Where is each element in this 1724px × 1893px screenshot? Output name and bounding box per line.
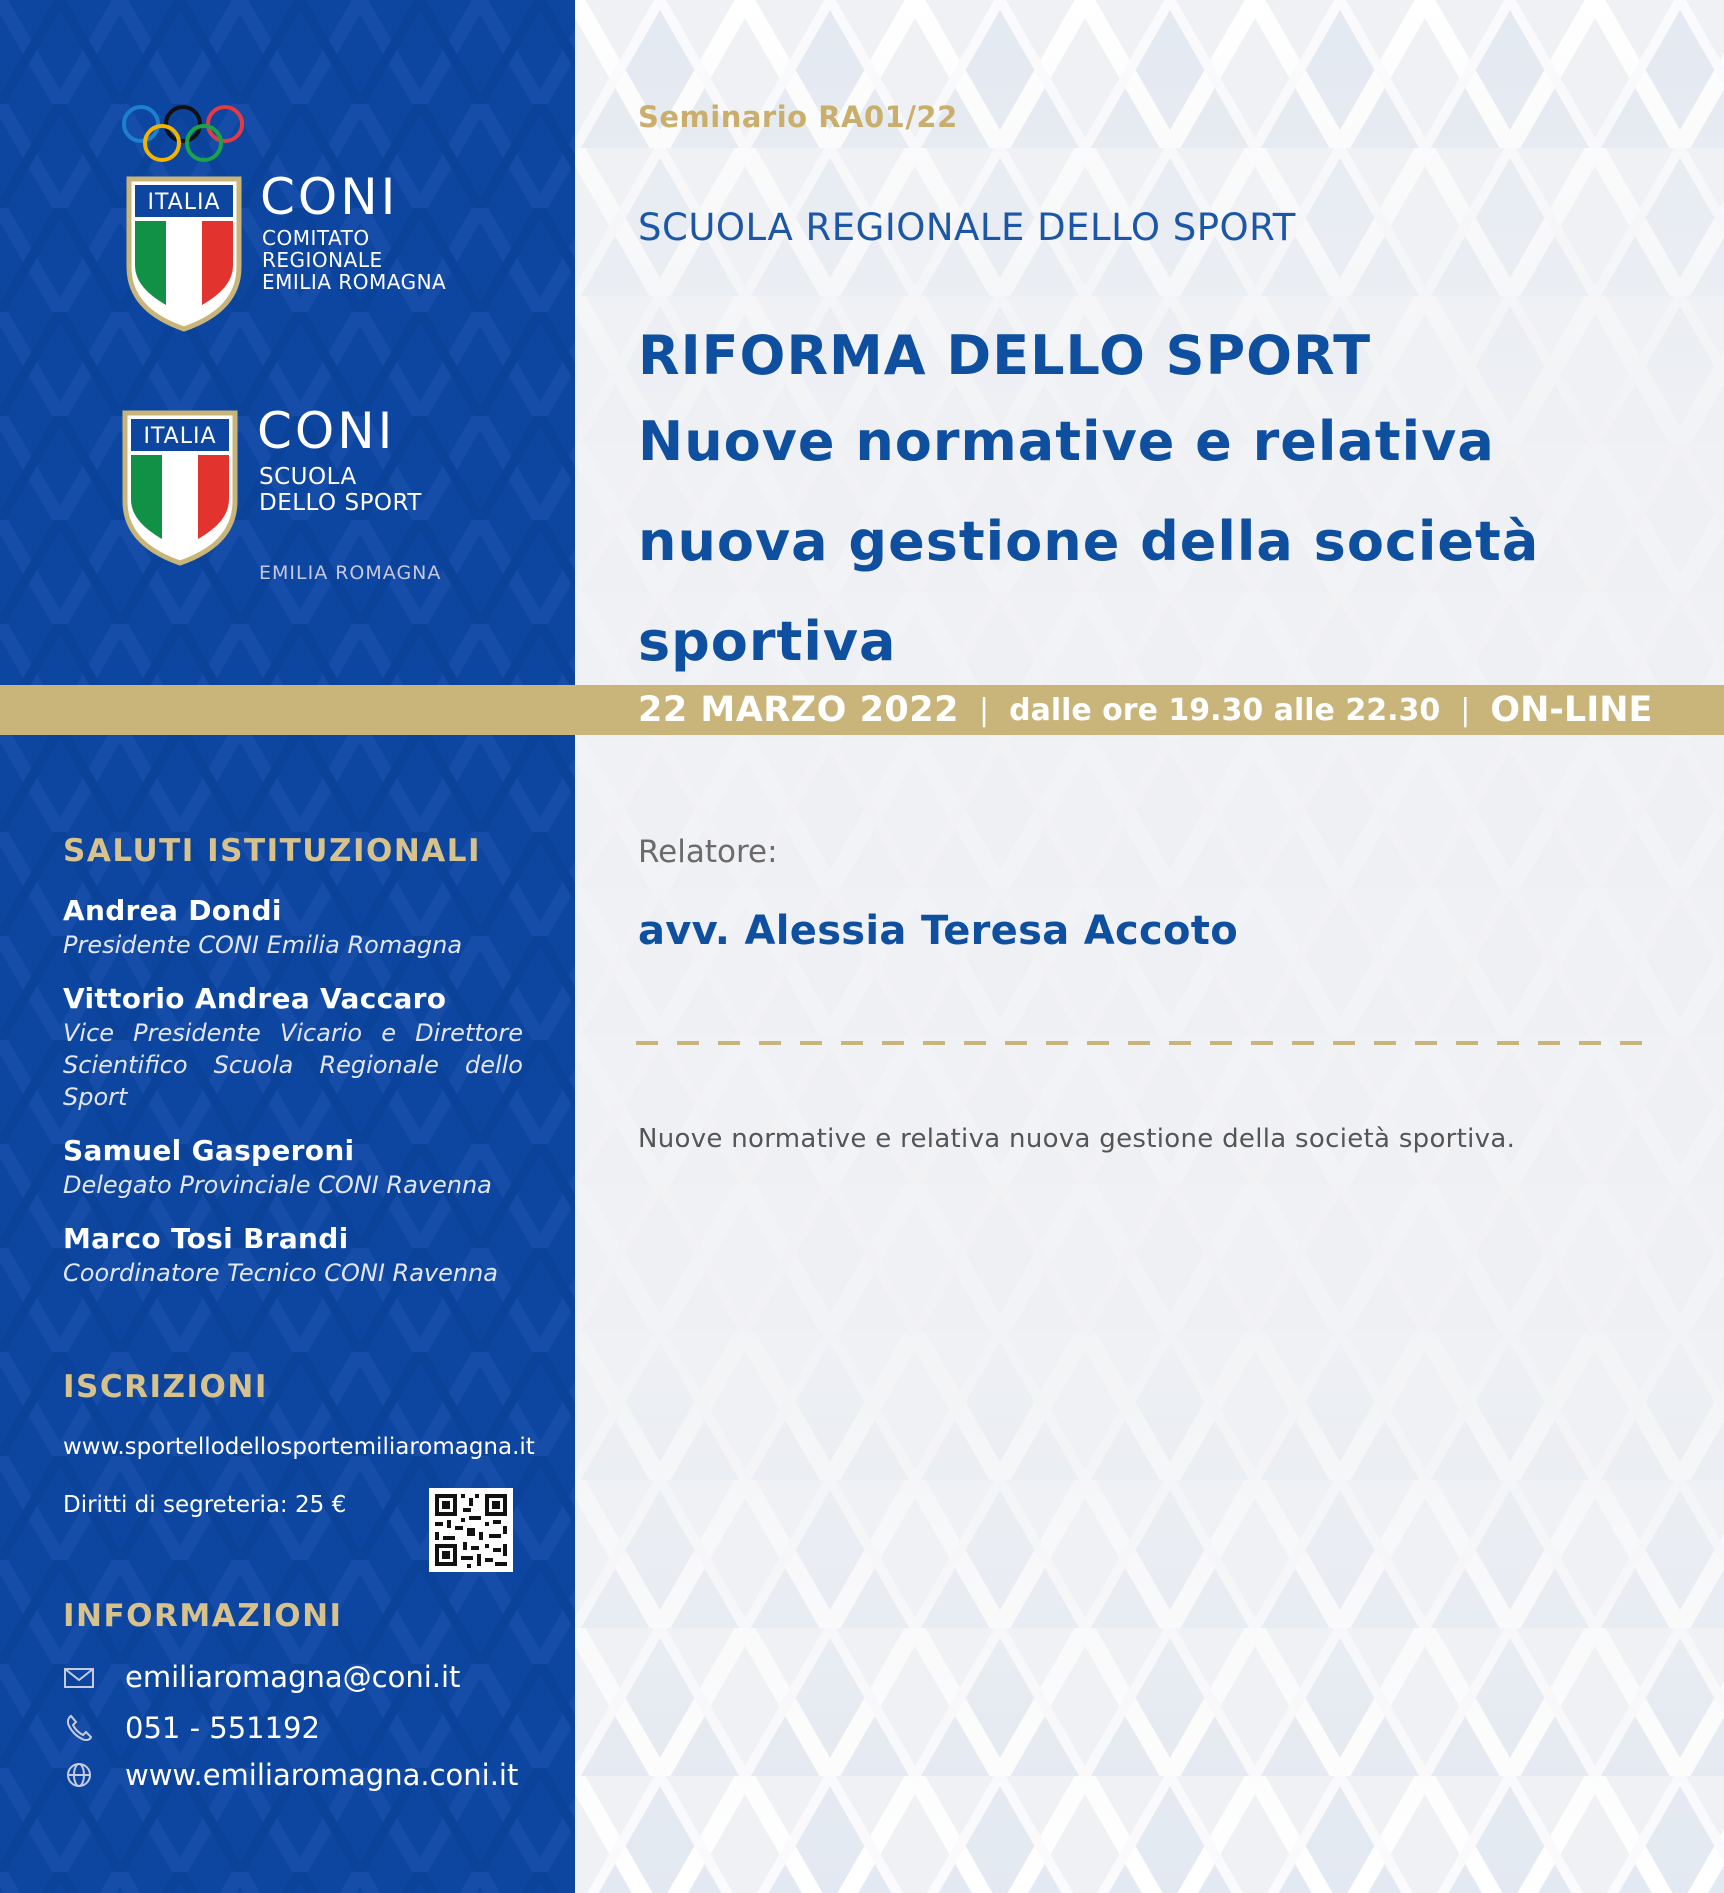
school-title: SCUOLA REGIONALE DELLO SPORT (638, 206, 1296, 249)
person-name: Samuel Gasperoni (63, 1134, 355, 1167)
title-line-2: Nuove normative e relativa nuova gestione della società sportiva (638, 410, 1540, 673)
contact-website[interactable] (63, 1758, 518, 1792)
speaker-label: Relatore: (638, 834, 778, 870)
coni-sub-line: EMILIA ROMAGNA (262, 270, 447, 294)
coni-sub-line: REGIONALE (262, 248, 383, 272)
left-panel (0, 0, 575, 1893)
svg-text:ITALIA: ITALIA (147, 190, 221, 215)
list-item (63, 893, 523, 961)
list-item (63, 981, 523, 1113)
coni-logo-text: CONI (257, 402, 396, 460)
list-item (63, 1133, 523, 1201)
registration-link[interactable]: www.sportellodellosportemiliaromagna.it (63, 1434, 535, 1460)
email-text[interactable]: emiliaromagna@coni.it (125, 1660, 461, 1694)
event-details (638, 685, 1718, 735)
qr-code-icon[interactable] (429, 1488, 513, 1572)
italia-shield-icon (121, 409, 239, 567)
registration-fee: Diritti di segreteria: 25 € (63, 1492, 347, 1518)
seminar-code: Seminario RA01/22 (638, 100, 958, 134)
list-item (63, 1221, 523, 1289)
person-role: Coordinatore Tecnico CONI Ravenna (63, 1259, 498, 1287)
contact-phone[interactable] (63, 1711, 320, 1745)
page-title (638, 320, 1678, 692)
phone-text[interactable]: 051 - 551192 (125, 1711, 320, 1745)
coni-logo-text: CONI (260, 168, 399, 226)
event-date: 22 MARZO 2022 (638, 690, 959, 730)
coni-sub-line: DELLO SPORT (259, 490, 422, 516)
event-mode: ON-LINE (1490, 690, 1653, 730)
region-label: EMILIA ROMAGNA (259, 562, 442, 584)
title-line-1: RIFORMA DELLO SPORT (638, 324, 1372, 387)
contact-email[interactable] (63, 1660, 460, 1694)
coni-sub-line: COMITATO (262, 226, 370, 250)
person-name: Marco Tosi Brandi (63, 1222, 349, 1255)
person-role: Vice Presidente Vicario e Direttore Scientifico Scuola Regionale dello Sport (63, 1019, 523, 1111)
seminar-description: Nuove normative e relativa nuova gestione della società sportiva. (638, 1124, 1516, 1154)
separator: | (979, 692, 990, 728)
info-heading: INFORMAZIONI (63, 1598, 343, 1634)
globe-icon (63, 1759, 95, 1791)
coni-sub-line: SCUOLA (259, 464, 357, 490)
event-time: dalle ore 19.30 alle 22.30 (1009, 692, 1441, 728)
speaker-name: avv. Alessia Teresa Accoto (638, 908, 1238, 954)
svg-text:ITALIA: ITALIA (143, 424, 217, 449)
coni-regional-subtitle (262, 227, 446, 293)
person-role: Presidente CONI Emilia Romagna (63, 931, 463, 959)
person-name: Vittorio Andrea Vaccaro (63, 982, 447, 1015)
italia-shield-icon (125, 175, 243, 333)
greetings-list (63, 893, 523, 1309)
olympic-rings-icon (120, 103, 250, 165)
greetings-heading: SALUTI ISTITUZIONALI (63, 833, 482, 869)
coni-school-subtitle (259, 464, 422, 516)
mail-icon (63, 1661, 95, 1693)
website-text[interactable]: www.emiliaromagna.coni.it (125, 1758, 519, 1792)
dashed-divider (636, 1040, 1660, 1046)
registration-heading: ISCRIZIONI (63, 1369, 268, 1405)
person-name: Andrea Dondi (63, 894, 282, 927)
phone-icon (63, 1712, 95, 1744)
person-role: Delegato Provinciale CONI Ravenna (63, 1171, 492, 1199)
separator: | (1460, 692, 1471, 728)
